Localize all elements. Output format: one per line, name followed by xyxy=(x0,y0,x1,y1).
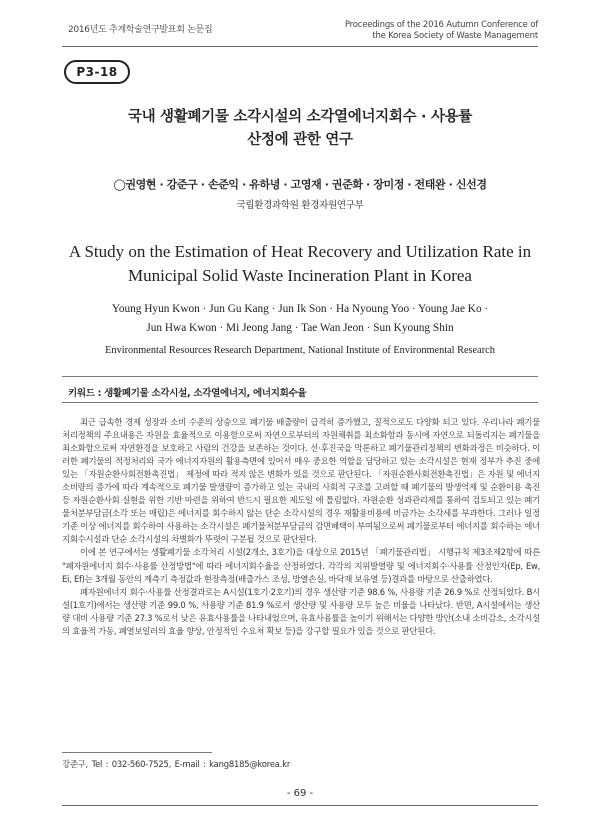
body-paragraph-1: 최근 급속한 경제 성장과 소비 수준의 상승으로 폐기물 배출량이 급격히 증가했고, 질적으로도 다양화 되고 있다. 우리나라 폐기물 처리정책의 주요내용은 자원을 효율적으로 이용함으로써 자연으로부터의 자원채취를 최소화함과 동시에 자연으로 되돌리지는 폐기물을 최소화함으로써 자연환경을 보호하고 사람의 건강을 보존하는 것이다. 선·후진국을 막론하고 폐기물관리정책의 변화과정은 비슷하다. 이러한 폐기물의 적정처리와 국가 에너지자원의 활용측면에 있어서 매우 중요한 역할을 담당하고 있는 소각시설은 현재 정부가 추진 중에 있는 「자원순환사회전환촉진법」 제정에 따라 적지 않은 변화가 있을 것으로 판단된다. 「자원순환사회전환촉진법」은 자원 및 에너지 소비량의 증가에 따라 계속적으로 폐기물 발생량이 증가하고 있는 국내의 사회적 구조를 고려할 때 폐기물의 발생억제 및 순환이용 촉진 등 자원순환사회 실현을 위한 기반 마련을 위하여 반드시 필요한 제도일 에 틀림없다. 자원순환 성과관리제를 통하여 검토되고 있는 폐기물처분부담금(소각 또는 매립)은 에너지를 회수하지 않는 단순 소각시설의 경우 재활용비용에 비금가는 소각세를 부과한다. 그러나 일정기준 이상 에너지를 회수하여 사용하는 소각시설은 폐기물처분부담금의 감면혜택이 부여됨으로써 폐기물로부터 에너지를 회수하는 에너지회수시설과 단순 소각시설의 차별화가 뚜렷이 구분될 것으로 판단된다. xyxy=(62,417,540,545)
running-header-right-line2: the Korea Society of Waste Management xyxy=(372,31,538,41)
korean-title xyxy=(60,106,540,152)
english-affiliation: Environmental Resources Research Department, National Institute of Environmental Research xyxy=(105,345,495,356)
korean-title-line2: 산정에 관한 연구 xyxy=(247,132,353,148)
running-header-right xyxy=(278,20,538,42)
running-header-right-line1: Proceedings of the 2016 Autumn Conference of xyxy=(344,20,538,30)
body-paragraph-3: 폐자원에너지 회수·사용률 산정결과로는 A시설(1호기·2호기)의 경우 생산량 기준 98.6 %, 사용량 기준 26.9 %로 산정되었다. B시설(1호기)에서는 생산량 기준 99.0 %, 사용량 기준 81.9 %로서 생산량 및 사용량 모두 높은 비율을 나타났다. 반면, A시설에서는 생산량 대비 사용량 기준 27.3 %로서 낮은 유효사용률을 나타내었으며, 유효사용률을 높이기 위해서는 다양한 방안(소내 소비감소, 소각시설의 효율적 가동, 폐열보일러의 효율 향상, 안정적인 수요처 확보 등)을 강구할 필요가 있을 것으로 판단된다. xyxy=(62,586,540,636)
english-authors-line1: Young Hyun Kwon · Jun Gu Kang · Jun Ik Son · Ha Nyoung Yoo · Young Jae Ko · xyxy=(111,303,489,315)
keywords-bottom-rule xyxy=(62,402,538,403)
footnote-rule xyxy=(62,752,212,753)
page-number: - 69 - xyxy=(286,788,314,799)
korean-affiliation: 국립환경과학원 환경자원연구부 xyxy=(236,200,364,211)
english-authors xyxy=(50,300,550,338)
english-title xyxy=(50,240,550,288)
footer-rule xyxy=(62,805,538,806)
keywords: 키워드 : 생활폐기물 소각시설, 소각열에너지, 에너지회수율 xyxy=(68,388,307,399)
english-authors-line2: Jun Hwa Kwon · Mi Jeong Jang · Tae Wan Jeon · Sun Kyoung Shin xyxy=(146,322,454,334)
keywords-top-rule xyxy=(62,376,538,377)
header-rule xyxy=(62,46,538,47)
abstract-body xyxy=(62,416,540,638)
paper-code-badge: P3-18 xyxy=(64,60,130,84)
english-title-line2: Municipal Solid Waste Incineration Plant in Korea xyxy=(128,266,472,285)
english-title-line1: A Study on the Estimation of Heat Recovery and Utilization Rate in xyxy=(68,242,532,261)
body-paragraph-2: 이에 본 연구에서는 생활폐기물 소각처리 시설(2개소, 3호기)을 대상으로 2015년 「폐기물관리법」 시행규칙 제3조제2항에 따른 "폐자원에너지 회수·사용률 산정방법"에 따라 에너지회수율을 산정하였다. 각각의 지위발열량 및 에너지회수·사용률 산정인자(Ep, Ew, Ei, Ef)는 3개월 동안의 계측기 측정값과 현장측정(배출가스 조성, 방열손실, 바닥재 보유열 등)결과를 바탕으로 산출하였다. xyxy=(62,547,540,584)
korean-title-line1: 국내 생활폐기물 소각시설의 소각열에너지회수 · 사용률 xyxy=(127,109,473,125)
running-header-left: 2016년도 추계학술연구발표회 논문집 xyxy=(68,25,213,35)
korean-authors: ◯권영현 · 강준구 · 손준익 · 유하녕 · 고영재 · 권준화 · 장미정 · 전태완 · 신선경 xyxy=(113,178,487,191)
footnote-contact: 강준구, Tel : 032-560-7525, E-mail : kang8185@korea.kr xyxy=(62,759,291,769)
